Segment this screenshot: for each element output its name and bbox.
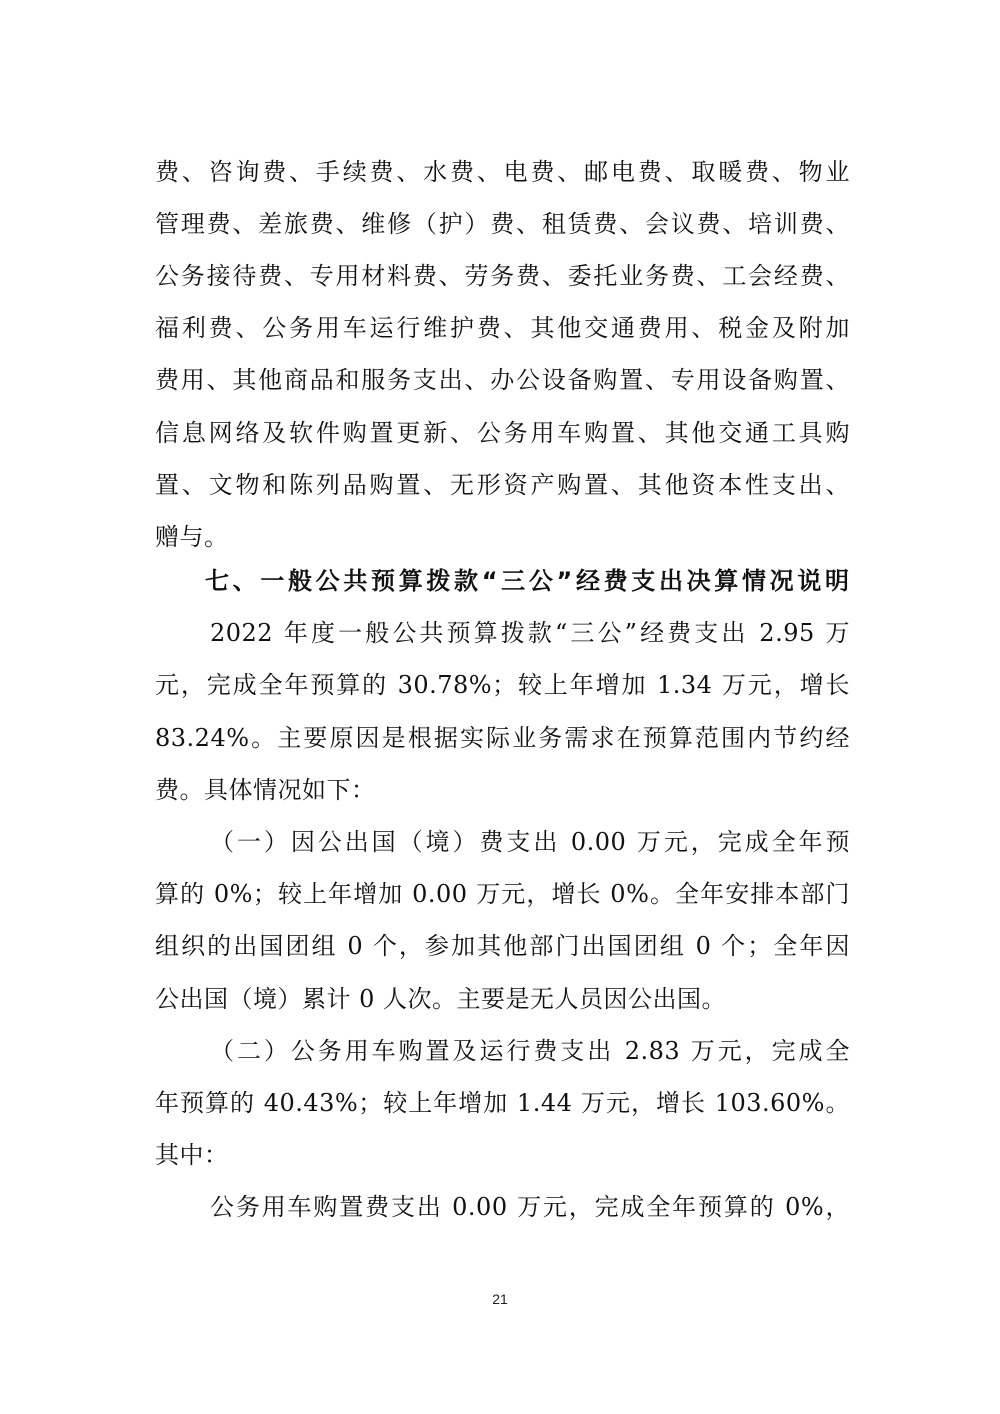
body-text-line: 组织的出国团组 0 个，参加其他部门出国团组 0 个；全年因: [155, 932, 850, 960]
section-heading: 七、一般公共预算拨款“三公”经费支出决算情况说明: [205, 567, 850, 595]
page-number: 21: [492, 1291, 508, 1307]
body-text-line: 信息网络及软件购置更新、公务用车购置、其他交通工具购: [155, 419, 850, 447]
body-text-line: 2022 年度一般公共预算拨款“三公”经费支出 2.95 万: [210, 619, 850, 647]
body-text-line: 年预算的 40.43%；较上年增加 1.44 万元，增长 103.60%。: [155, 1089, 850, 1117]
body-text-line: 管理费、差旅费、维修（护）费、租赁费、会议费、培训费、: [155, 210, 850, 238]
body-text-line: 置、文物和陈列品购置、无形资产购置、其他资本性支出、: [155, 471, 850, 499]
body-text-line: （一）因公出国（境）费支出 0.00 万元，完成全年预: [210, 828, 850, 856]
body-text-line: 赠与。: [155, 523, 229, 551]
body-text-line: 元，完成全年预算的 30.78%；较上年增加 1.34 万元，增长: [155, 671, 850, 699]
body-text-line: （二）公务用车购置及运行费支出 2.83 万元，完成全: [210, 1037, 850, 1065]
body-text-line: 其中：: [155, 1141, 229, 1169]
body-text-line: 费用、其他商品和服务支出、办公设备购置、专用设备购置、: [155, 366, 850, 394]
body-text-line: 费、咨询费、手续费、水费、电费、邮电费、取暖费、物业: [155, 158, 850, 186]
body-text-line: 福利费、公务用车运行维护费、其他交通费用、税金及附加: [155, 314, 850, 342]
body-text-line: 公务用车购置费支出 0.00 万元，完成全年预算的 0%，: [210, 1193, 850, 1221]
body-text-line: 费。具体情况如下：: [155, 776, 376, 804]
body-text-line: 公出国（境）累计 0 人次。主要是无人员因公出国。: [155, 985, 727, 1013]
body-text-line: 83.24%。主要原因是根据实际业务需求在预算范围内节约经: [155, 724, 850, 752]
body-text-line: 公务接待费、专用材料费、劳务费、委托业务费、工会经费、: [155, 262, 850, 290]
body-text-line: 算的 0%；较上年增加 0.00 万元，增长 0%。全年安排本部门: [155, 880, 850, 908]
